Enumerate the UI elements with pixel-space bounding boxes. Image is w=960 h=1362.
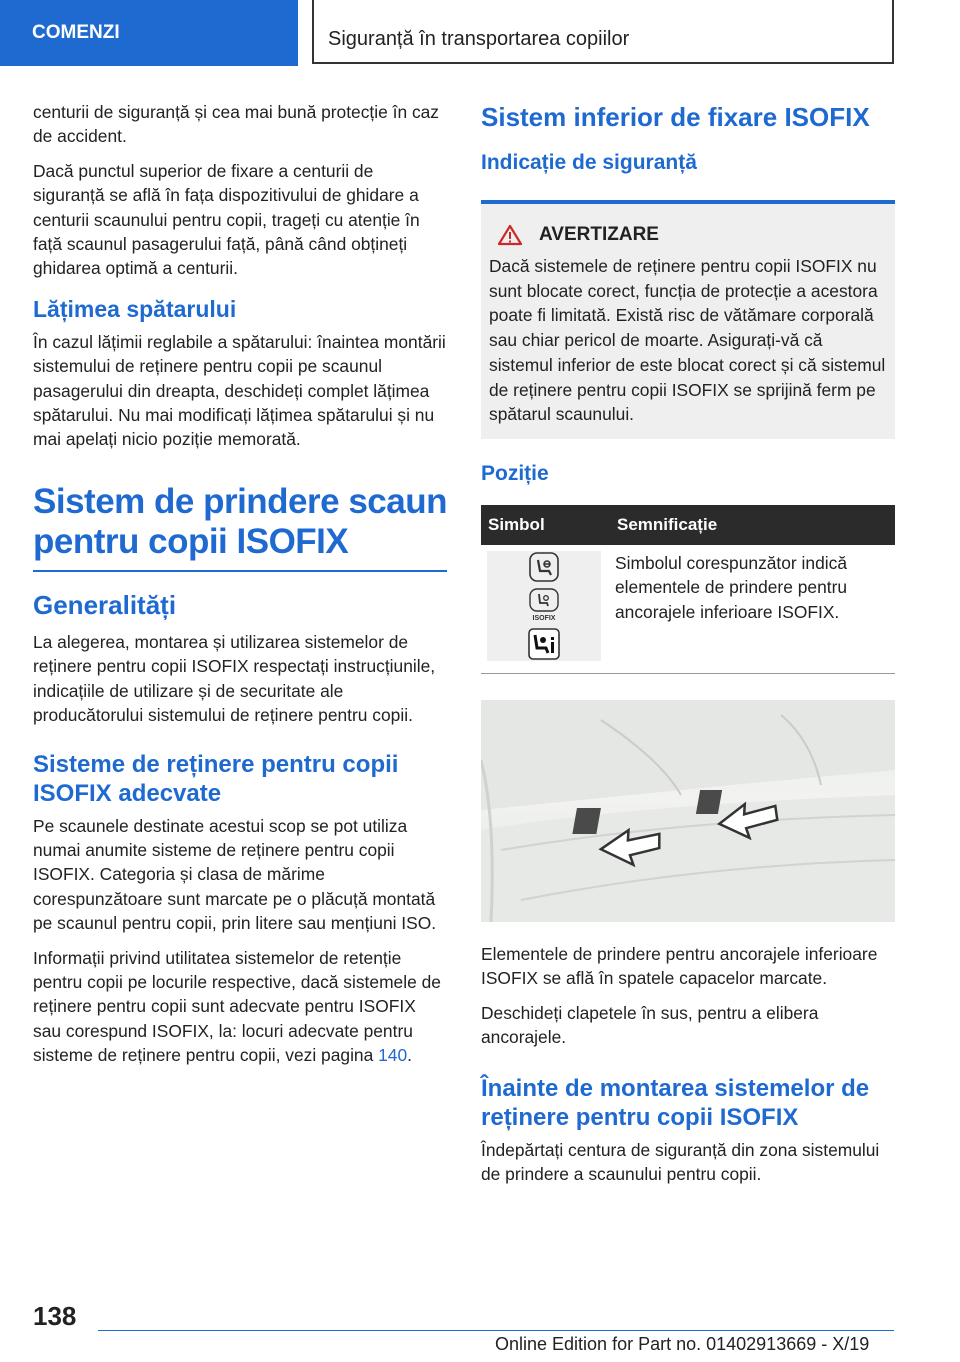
isofix-seat-icon: [529, 552, 559, 582]
warning-text: Dacă sistemele de reținere pentru copii ISOFIX nu sunt blocate corect, funcția de protecție a acestora poate fi limitată. Există risc de vătămare corporală sau chiar pericol de moarte. Asigurați-vă că sistemul inferior de este blocat corect și că sistemul de reținere pentru copii ISOFIX se sprijină ferm pe spătarul scaunului.: [489, 256, 886, 425]
isofix-seat-photo: [481, 700, 895, 922]
footer-rule: [98, 1330, 894, 1331]
heading-rule: [33, 570, 447, 572]
paragraph: centurii de siguranță și cea mai bună protecție în caz de accident.: [33, 102, 440, 147]
table-header-meaning: Semnificație: [605, 505, 895, 545]
paragraph: La alegerea, montarea și utilizarea sistemelor de reținere pentru copii ISOFIX respectați instrucțiunile, indicațiile de utilizare și de securitate ale producătorului sistemului de reținere pentru copii.: [33, 631, 436, 726]
section-title: Siguranță în transportarea copiilor: [312, 0, 894, 64]
symbol-cell: [487, 551, 601, 661]
paragraph-end: .: [407, 1045, 412, 1066]
seat-illustration: [481, 700, 895, 922]
chapter-heading-isofix: Sistem de prindere scaun pentru copii ISOFIX: [33, 481, 447, 561]
paragraph: Deschideți clapetele în sus, pentru a elibera ancorajele.: [481, 1002, 819, 1048]
table-header-symbol: Simbol: [481, 505, 605, 545]
warning-box: [481, 204, 895, 439]
chapter-tab-label: COMENZI: [32, 22, 120, 43]
heading-generalitati: Generalități: [33, 589, 177, 620]
isofix-symbol-text: ISOFIX: [532, 614, 556, 622]
warning-title-text: AVERTIZARE: [539, 224, 659, 245]
table-cell-meaning: Simbolul corespunzător indică elementele de prindere pentru ancorajele inferioare ISOFIX.: [615, 552, 848, 622]
heading-inainte-de-montare: Înainte de montarea sistemelor de reținere pentru copii ISOFIX: [481, 1074, 870, 1131]
table-row: [481, 545, 895, 671]
paragraph-text: Informații privind utilitatea sistemelor de retenție pentru copii pe locurile respective, dacă sistemele de reținere pentru copii sunt adecvate pentru ISOFIX sau corespund ISOFIX, la: locuri adecvate pentru sisteme de reținere pentru copii, vezi pagina: [33, 947, 441, 1066]
heading-pozitie: Poziție: [481, 461, 549, 485]
paragraph: Dacă punctul superior de fixare a centurii de siguranță se află în fața dispozitivului de ghidare a centurii scaunului pentru copii, trageți cu atenție în față scaunul pasagerului față, până când obțineți ghidarea optimă a centurii.: [33, 160, 420, 279]
table-cell-symbol: [481, 545, 605, 671]
paragraph: Pe scaunele destinate acestui scop se pot utiliza numai anumite sisteme de reținere pentru copii ISOFIX. Categoria și clasa de mărime corespunzătoare sunt marcate pe o plăcuță montată pe scaunul pentru copii, prin litere sau mențiuni ISO.: [33, 815, 437, 934]
heading-indicatie-siguranta: Indicație de siguranță: [481, 151, 697, 174]
footer-edition: Online Edition for Part no. 01402913669 - X/19: [495, 1334, 870, 1354]
symbol-table: [481, 505, 895, 671]
heading-sistem-inferior: Sistem inferior de fixare ISOFIX: [481, 102, 870, 132]
page-link[interactable]: 140: [378, 1045, 408, 1066]
paragraph: Elementele de prindere pentru ancorajele inferioare ISOFIX se află în spatele capacelor marcate.: [481, 943, 878, 989]
paragraph-with-link: [33, 946, 447, 1068]
right-column: [481, 100, 895, 1196]
warning-title: [489, 224, 887, 246]
paragraph: Îndepărtați centura de siguranță din zona sistemului de prindere a scaunului pentru copii.: [481, 1139, 880, 1184]
isofix-info-icon: [528, 628, 560, 660]
chapter-tab[interactable]: [0, 0, 298, 66]
table-rule: [481, 673, 895, 674]
heading-latime-spatarului: Lățimea spătarului: [33, 295, 237, 322]
warning-triangle-icon: [497, 224, 523, 246]
left-column: [33, 100, 447, 1078]
table-header-row: [481, 505, 895, 545]
paragraph: În cazul lățimii reglabile a spătarului: înaintea montării sistemului de reținere pentru copii pe scaunul pasagerului din dreapta, deschideți complet lățimea spătarului. Nu mai modificați lățimea spătarului și nu mai apelați nicio poziție memorată.: [33, 331, 446, 450]
isofix-label-icon: [527, 588, 561, 622]
page-number: 138: [33, 1301, 77, 1331]
heading-sisteme-adecvate: Sisteme de reținere pentru copii ISOFIX adecvate: [33, 750, 399, 807]
